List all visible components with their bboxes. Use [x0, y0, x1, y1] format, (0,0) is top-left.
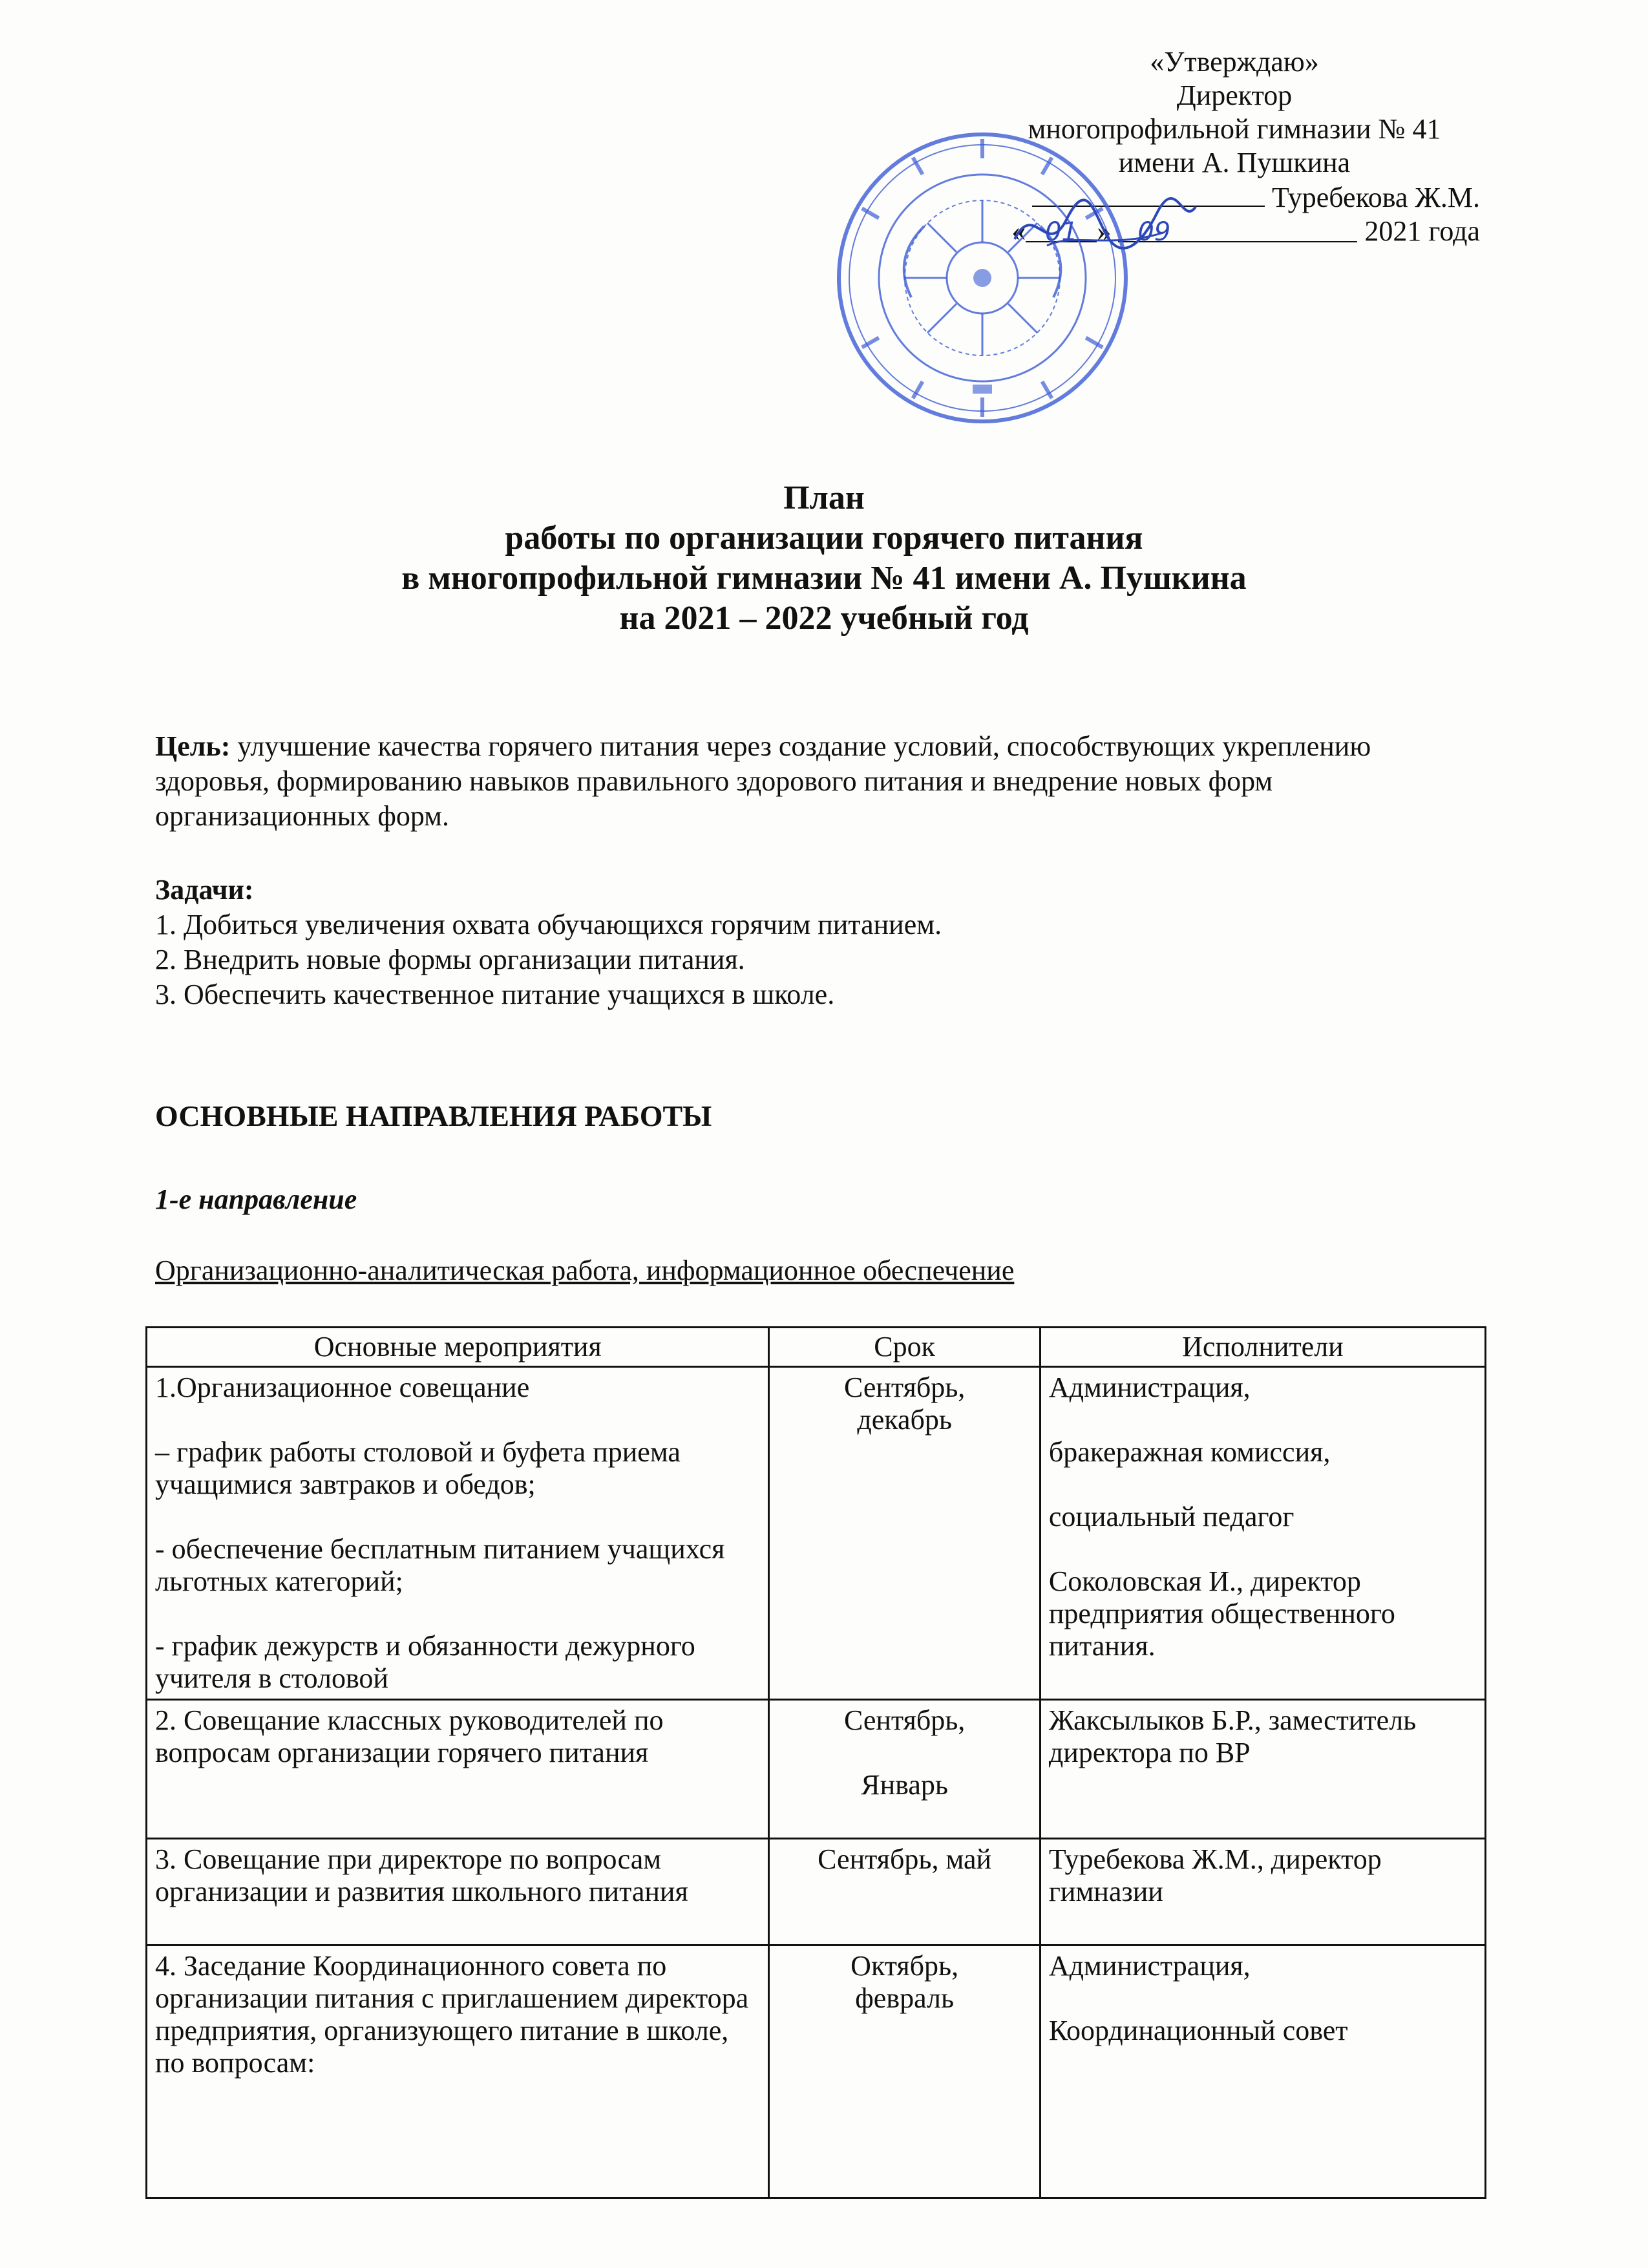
approval-signer: Туребекова Ж.М.: [1272, 182, 1480, 213]
approval-org-name: имени А. Пушкина: [1118, 147, 1351, 178]
date-day: 01: [1026, 215, 1097, 242]
task-item: 2. Внедрить новые формы организации питания.: [155, 944, 745, 975]
tasks-block: [155, 873, 1486, 1012]
direction-subheading: Организационно-аналитическая работа, информационное обеспечение: [155, 1255, 1015, 1286]
event-cell: 2. Совещание классных руководителей по вопросам организации горячего питания: [147, 1700, 769, 1839]
table-row: [147, 1945, 1486, 2198]
task-item: 1. Добиться увеличения охвата обучающихся горячим питанием.: [155, 909, 942, 940]
executors-cell: [1040, 1367, 1485, 1700]
event-cell: 4. Заседание Координационного совета по организации питания с приглашением директора предприятия, организующего питание в школе, по вопросам:: [147, 1945, 769, 2198]
event-line: 1.Организационное совещание: [155, 1372, 530, 1403]
event-line: - обеспечение бесплатным питанием учащихся льготных категорий;: [155, 1533, 725, 1597]
table-row: [147, 1700, 1486, 1839]
executor-line: Координационный совет: [1048, 2015, 1348, 2046]
approval-label: «Утверждаю»: [1150, 46, 1319, 78]
section-heading: ОСНОВНЫЕ НАПРАВЛЕНИЯ РАБОТЫ: [155, 1099, 712, 1132]
executor-line: Соколовская И., директор предприятия общественного питания.: [1048, 1565, 1395, 1662]
activities-table: [145, 1326, 1486, 2199]
goal-text: улучшение качества горячего питания через создание условий, способствующих укреплению здоровья, формированию навыков правильного здорового питания и внедрение новых форм организационных форм.: [155, 730, 1371, 832]
date-year: 2021 года: [1364, 215, 1480, 247]
term-line: Октябрь,: [850, 1950, 959, 1982]
event-cell: [147, 1367, 769, 1700]
term-line: Январь: [861, 1769, 948, 1801]
executor-line: бракеражная комиссия,: [1048, 1436, 1331, 1468]
table-row: [147, 1367, 1486, 1700]
column-header-events: Основные мероприятия: [147, 1328, 769, 1367]
title-line-2: работы по организации горячего питания: [505, 520, 1143, 556]
executor-line: Администрация,: [1048, 1372, 1251, 1403]
title-line-3: в многопрофильной гимназии № 41 имени А. Пушкина: [401, 560, 1247, 597]
term-cell: [769, 1367, 1040, 1700]
table-header-row: [147, 1328, 1486, 1367]
term-cell: [769, 1945, 1040, 2198]
executors-cell: Жаксылыков Б.Р., заместитель директора по ВР: [1040, 1700, 1485, 1839]
column-header-term: Срок: [769, 1328, 1040, 1367]
executors-cell: [1040, 1945, 1485, 2198]
term-cell: Сентябрь, май: [769, 1839, 1040, 1945]
term-line: декабрь: [857, 1404, 952, 1436]
official-stamp-icon: [834, 129, 1131, 427]
executor-line: социальный педагог: [1048, 1501, 1294, 1532]
goal-paragraph: [155, 729, 1486, 834]
executor-line: Администрация,: [1048, 1950, 1251, 1982]
term-cell: [769, 1700, 1040, 1839]
task-item: 3. Обеспечить качественное питание учащихся в школе.: [155, 979, 835, 1010]
term-line: Сентябрь,: [843, 1704, 966, 1736]
tasks-label: Задачи:: [155, 874, 254, 906]
executors-cell: Туребекова Ж.М., директор гимназии: [1040, 1839, 1485, 1945]
term-line: февраль: [855, 1982, 955, 2014]
date-open-quote: «: [1011, 215, 1026, 247]
event-cell: 3. Совещание при директоре по вопросам организации и развития школьного питания: [147, 1839, 769, 1945]
table-row: [147, 1839, 1486, 1945]
date-month: 09: [1118, 215, 1357, 242]
direction-label: 1-е направление: [155, 1183, 357, 1215]
event-line: – график работы столовой и буфета приема учащимися завтраков и обедов;: [155, 1436, 681, 1500]
title-line-1: План: [783, 480, 865, 516]
column-header-executors: Исполнители: [1040, 1328, 1485, 1367]
title-line-4: на 2021 – 2022 учебный год: [619, 600, 1029, 637]
event-line: - график дежурств и обязанности дежурного учителя в столовой: [155, 1630, 695, 1694]
plan-title: [0, 478, 1648, 639]
handwritten-signature-icon: [1008, 187, 1202, 265]
approval-org: многопрофильной гимназии № 41: [1028, 113, 1441, 145]
approval-position: Директор: [1176, 79, 1293, 111]
goal-label: Цель:: [155, 730, 231, 762]
date-close-quote: »: [1097, 215, 1112, 247]
term-line: Сентябрь,: [843, 1372, 966, 1403]
